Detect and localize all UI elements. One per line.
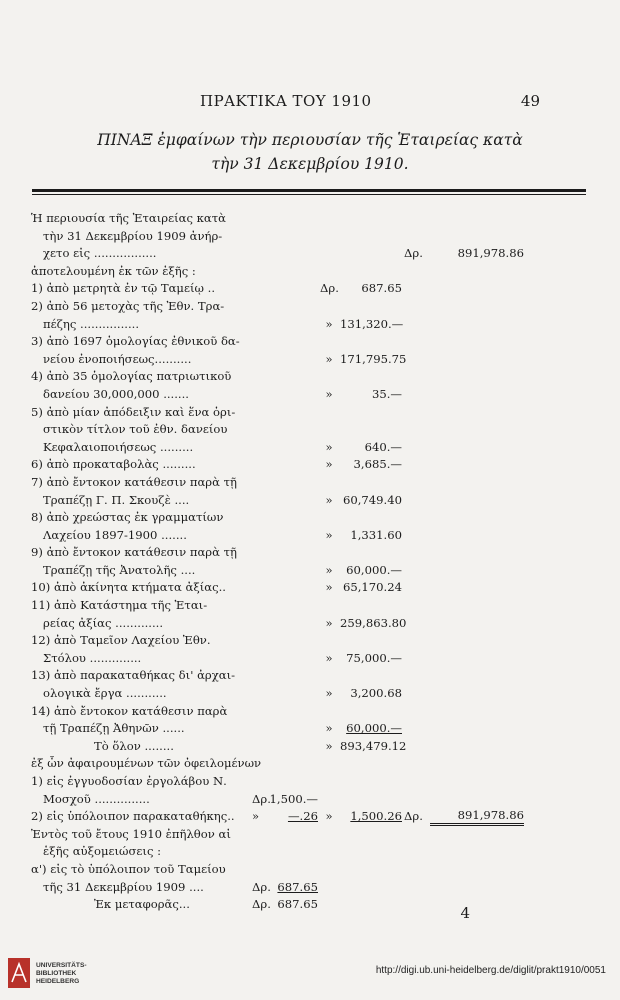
table-row [0,685,620,703]
table-row [0,351,620,369]
row-cell-c4: 171,795.75 [340,351,407,366]
row-cell-c2: —.26 [287,809,318,824]
table-row [0,210,620,228]
row-cell-c3: » [325,721,333,736]
source-url[interactable]: http://digi.ub.uni-heidelberg.de/diglit/prakt1910/0051 [375,965,606,976]
table-row [0,632,620,650]
library-logo-icon [8,958,30,988]
row-text: α') εἰς τὸ ὑπόλοιπον τοῦ Ταμείου [31,861,226,876]
row-cell-c4: 1,331.60 [350,527,402,542]
library-name: UNIVERSITÄTS- BIBLIOTHEK HEIDELBERG [36,962,87,985]
row-text: χετο εἰς ................. [43,246,157,261]
row-text: Λαχείου 1897-1900 ....... [43,527,187,542]
row-text: 5) ἀπὸ μίαν ἀπόδειξιν καὶ ἕνα ὁρι- [31,404,236,419]
row-cell-c4: 75,000.— [346,650,402,665]
table-row [0,896,620,914]
row-text: 12) ἀπὸ Ταμεῖον Λαχείου Ἐθν. [31,633,211,648]
row-cell-c4: 65,170.24 [342,580,402,595]
row-cell-c2: 687.65 [277,879,318,894]
row-text: τὴν 31 Δεκεμβρίου 1909 ἀνήρ- [43,228,223,243]
row-text: Τραπέζῃ τῆς Ἀνατολῆς .... [43,562,196,577]
page-number: 49 [520,92,540,110]
row-cell-c4: 687.65 [361,281,402,296]
row-cell-c1: Δρ. [252,879,271,894]
row-cell-c1: Δρ. [252,897,271,912]
row-cell-c4: 60,000.— [346,562,402,577]
table-row [0,527,620,545]
table-row [0,439,620,457]
table-row [0,228,620,246]
row-text: τῆς 31 Δεκεμβρίου 1909 .... [43,879,204,894]
table-row [0,544,620,562]
running-title: ΠΡΑΚΤΙΚΑ ΤΟΥ 1910 [200,92,372,110]
row-text: Ἐντὸς τοῦ ἔτους 1910 ἐπῆλθον αἱ [31,826,231,841]
row-text: ἀποτελουμένη ἐκ τῶν ἑξῆς : [31,263,196,278]
table-row [0,773,620,791]
row-text: ολογικὰ ἔργα ........... [43,686,167,701]
row-text: 6) ἀπὸ προκαταβολὰς ......... [31,457,196,472]
table-row [0,861,620,879]
heading-line-1: ΠΙΝΑΞ ἐμφαίνων τὴν περιουσίαν τῆς Ἑταιρείας κατὰ [97,131,523,149]
row-cell-c3: » [325,738,333,753]
table-row [0,808,620,826]
heading-line-2: τὴν 31 Δεκεμβρίου 1910. [211,155,409,173]
row-text: 7) ἀπὸ ἔντοκον κατάθεσιν παρὰ τῇ [31,474,237,489]
row-text: στικὸν τίτλον τοῦ ἐθν. δανείου [43,422,228,437]
table-row [0,280,620,298]
row-cell-c5: Δρ. [404,246,423,261]
row-text: Τραπέζῃ Γ. Π. Σκουζὲ .... [43,492,190,507]
row-cell-c4: 131,320.— [340,316,404,331]
table-row [0,597,620,615]
row-text: 14) ἀπὸ ἔντοκον κατάθεσιν παρὰ [31,703,228,718]
row-cell-c4: 3,685.— [353,457,402,472]
table-row [0,404,620,422]
table-heading [60,128,560,176]
row-cell-c4: 35.— [371,386,402,401]
table-row [0,843,620,861]
table-row [0,879,620,897]
row-text: Ἡ περιουσία τῆς Ἑταιρείας κατὰ [31,211,226,225]
table-row [0,368,620,386]
row-text: ρείας ἀξίας ............. [43,615,164,630]
row-text: 2) ἀπὸ 56 μετοχὰς τῆς Ἐθν. Τρα- [31,298,225,313]
row-text: δανείου 30,000,000 ....... [43,386,189,401]
row-cell-c2: 1,500.— [269,791,318,806]
row-text: Μοσχοῦ ............... [43,791,150,806]
table-row [0,421,620,439]
running-header [0,92,620,112]
row-cell-c3: » [325,439,333,454]
row-text: πέζης ................ [43,316,139,331]
row-text: 4) ἀπὸ 35 ὁμολογίας πατριωτικοῦ [31,369,232,384]
table-row [0,791,620,809]
row-text: τῇ Τραπέζῃ Ἀθηνῶν ...... [43,721,185,736]
row-cell-c3: » [325,809,333,824]
row-cell-c6: 891,978.86 [457,246,524,261]
table-row [0,615,620,633]
row-cell-c4: 259,863.80 [340,615,407,630]
row-cell-c1: » [252,809,260,824]
table-row [0,738,620,756]
row-text: Στόλου .............. [43,650,142,665]
row-text: 8) ἀπὸ χρεώστας ἐκ γραμματίων [31,510,224,525]
row-cell-c3: » [325,686,333,701]
signature-mark: 4 [460,904,470,922]
row-text: 2) εἰς ὑπόλοιπον παρακαταθήκης.. [31,809,235,824]
row-text: Ἐκ μεταφορᾶς... [94,897,190,912]
footer [0,952,620,1000]
row-text: 1) εἰς ἐγγυοδοσίαν ἐργολάβου Ν. [31,774,227,788]
table-row [0,826,620,844]
row-cell-c3: » [325,492,333,507]
row-text: ἑξῆς αὐξομειώσεις : [43,844,162,859]
table-row [0,720,620,738]
table-row [0,755,620,773]
row-cell-c3: Δρ. [320,281,339,296]
row-text: ἐξ ὧν ἀφαιρουμένων τῶν ὀφειλομένων [31,756,262,771]
row-cell-c3: » [325,386,333,401]
heading-rule-thick [32,189,586,192]
row-text: 11) ἀπὸ Κατάστημα τῆς Ἑται- [31,598,208,613]
table-row [0,703,620,721]
row-cell-c3: » [325,527,333,542]
row-cell-c1: Δρ. [252,791,271,806]
ledger-table [0,210,620,914]
row-cell-c4: 60,749.40 [342,492,402,507]
row-text: 9) ἀπὸ ἔντοκον κατάθεσιν παρὰ τῇ [31,545,237,560]
row-cell-c3: » [325,351,333,366]
row-text: νείου ἐνοποιήσεως.......... [43,351,192,366]
table-row [0,298,620,316]
row-cell-c4: 640.— [364,439,402,454]
row-cell-c4: 1,500.26 [350,809,402,824]
row-cell-c3: » [325,562,333,577]
table-row [0,333,620,351]
table-row [0,562,620,580]
row-cell-c2: 687.65 [277,897,318,912]
table-row [0,667,620,685]
row-cell-c3: » [325,615,333,630]
table-row [0,245,620,263]
row-cell-c3: » [325,650,333,665]
row-text: 13) ἀπὸ παρακαταθήκας δι' ἀρχαι- [31,668,236,683]
table-row [0,509,620,527]
row-text: 1) ἀπὸ μετρητὰ ἐν τῷ Ταμείῳ .. [31,281,216,296]
row-cell-c4: 3,200.68 [350,686,402,701]
row-cell-c6: 891,978.86 [430,808,524,826]
row-text: 3) ἀπὸ 1697 ὁμολογίας ἐθνικοῦ δα- [31,334,240,349]
table-row [0,386,620,404]
row-cell-c3: » [325,316,333,331]
row-cell-c5: Δρ. [404,809,423,824]
table-row [0,650,620,668]
row-text: Κεφαλαιοποιήσεως ......... [43,439,194,454]
table-row [0,456,620,474]
row-cell-c4: 893,479.12 [340,738,407,753]
table-row [0,579,620,597]
table-row [0,492,620,510]
row-cell-c4: 60,000.— [346,721,402,736]
row-text: Τὸ ὅλον ........ [94,738,174,753]
row-cell-c3: » [325,580,333,595]
table-row [0,263,620,281]
row-cell-c3: » [325,457,333,472]
heading-rule-thin [32,194,586,195]
row-text: 10) ἀπὸ ἀκίνητα κτήματα ἀξίας.. [31,580,226,595]
table-row [0,474,620,492]
table-row [0,316,620,334]
